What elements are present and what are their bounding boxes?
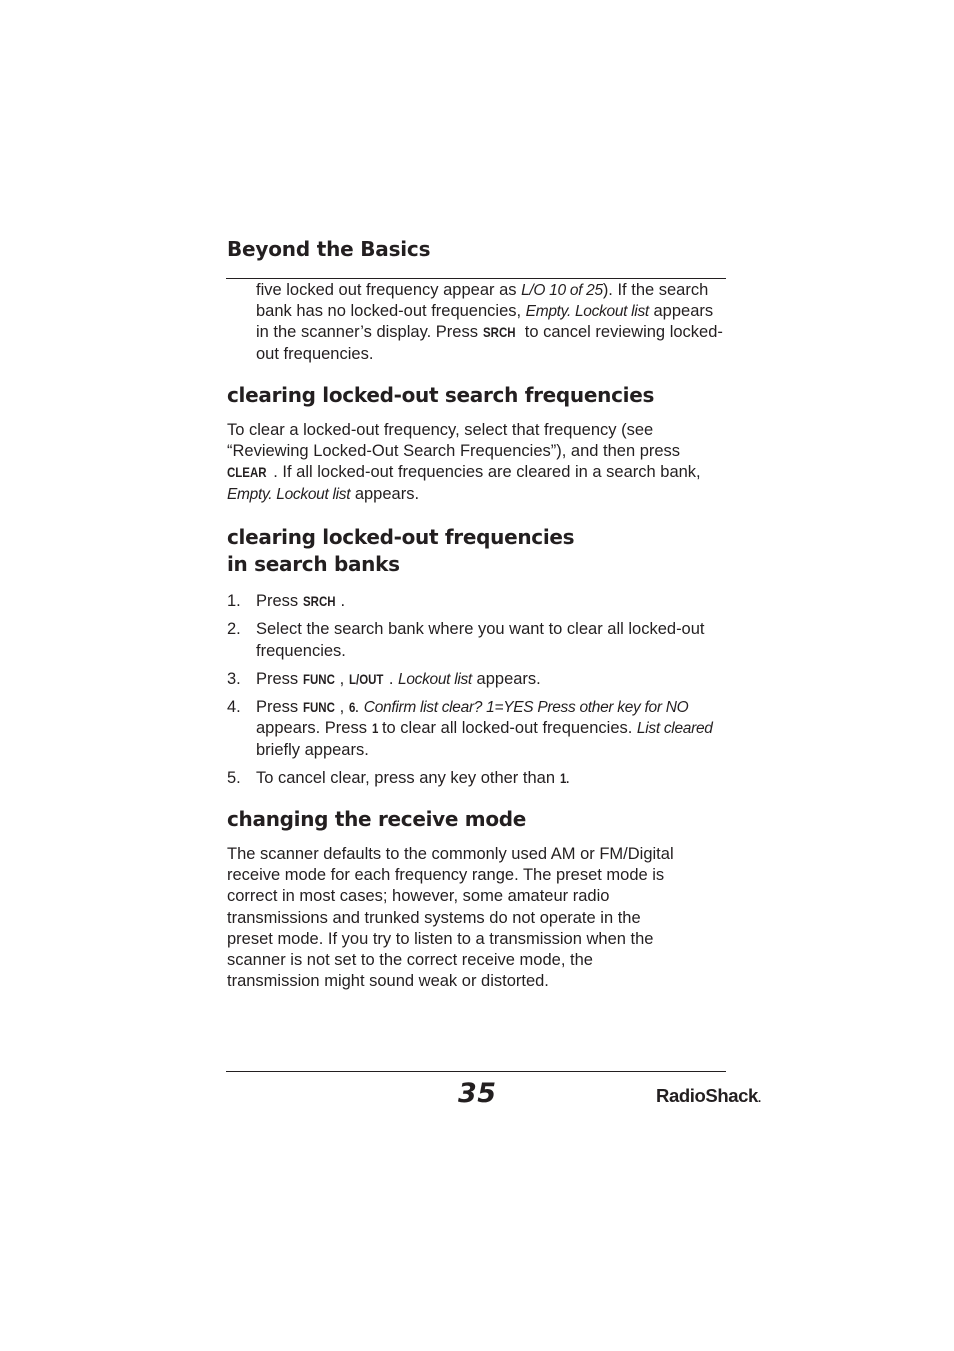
text: appears. — [350, 484, 420, 503]
text: appears. — [471, 669, 541, 688]
step-number: 2. — [227, 620, 241, 638]
intro-paragraph — [256, 280, 726, 365]
step-number: 1. — [227, 592, 241, 610]
step-item — [227, 768, 727, 790]
step-item — [227, 619, 727, 662]
step-item — [227, 669, 727, 691]
step-number: 4. — [227, 697, 241, 716]
text: to clear all locked-out frequencies. — [377, 719, 637, 737]
display-text: L/O 10 of 25 — [521, 282, 603, 299]
display-text: Confirm list clear? 1=YES Press other key for NO — [363, 698, 689, 716]
text: ). If the search bank has no locked-out frequencies, — [256, 281, 709, 321]
text: briefly appears. — [256, 740, 369, 759]
text: . — [388, 669, 398, 688]
step-item — [227, 697, 727, 762]
heading-clearing-banks — [227, 524, 574, 578]
display-text: List cleared — [636, 720, 713, 737]
key-label: 1 — [371, 720, 378, 736]
brand-logo — [656, 1085, 761, 1107]
clearing-search-paragraph — [227, 420, 727, 505]
text: , — [339, 669, 349, 688]
footer-rule — [226, 1071, 726, 1072]
text: five locked out frequency appear as — [256, 281, 522, 299]
heading-line: in search banks — [227, 552, 400, 576]
text: appears. Press — [256, 719, 372, 737]
heading-receive-mode: changing the receive mode — [227, 807, 527, 831]
step-number: 3. — [227, 669, 241, 688]
text: To cancel clear, press any key other than — [256, 768, 560, 787]
display-text: Empty. Lockout list — [525, 303, 649, 321]
text: . If all locked-out frequencies are cleared in a search bank, — [273, 463, 701, 482]
receive-mode-paragraph: The scanner defaults to the commonly used AM or FM/Digital receive mode for each frequency range. The preset mode is correct in most cases; however, some amateur radio transmissions and trunked systems do not operate in the preset mode. If you try to listen to a transmission when the scanner is not set to the correct receive mode, the transmission might sound weak or distorted. — [227, 845, 674, 991]
heading-clearing-search: clearing locked-out search frequencies — [227, 383, 655, 407]
header-rule — [226, 278, 726, 279]
text: . — [354, 697, 364, 716]
key-label: FUNC — [302, 698, 335, 715]
step-number: 5. — [227, 768, 241, 787]
key-label: CLEAR — [227, 464, 267, 481]
text: Press — [256, 592, 303, 610]
page-number: 35 — [458, 1078, 497, 1109]
text: Press — [256, 669, 303, 688]
brand-suffix: . — [757, 1091, 761, 1105]
key-label: SRCH — [302, 593, 336, 609]
text: . — [340, 592, 346, 610]
step-item — [227, 591, 727, 613]
text: . — [565, 768, 570, 787]
brand-name: RadioShack — [656, 1085, 758, 1106]
key-label: FUNC — [302, 670, 335, 687]
key-label: SRCH — [482, 324, 516, 341]
key-label: 6 — [348, 698, 356, 715]
text: Press — [256, 697, 303, 716]
text: , — [339, 697, 349, 716]
display-text: Lockout list — [398, 670, 472, 688]
text: to cancel reviewing locked-out frequencies. — [256, 323, 723, 363]
key-label: 1 — [559, 769, 566, 786]
text: To clear a locked-out frequency, select that frequency (see “Reviewing Locked-Out Search Frequencies”), and then press — [227, 421, 681, 461]
steps-list — [227, 591, 727, 796]
section-title: Beyond the Basics — [227, 237, 431, 261]
text: Select the search bank where you want to clear all locked-out frequencies. — [256, 620, 705, 660]
key-label: L/OUT — [348, 670, 384, 687]
text: appears in the scanner’s display. Press — [256, 302, 714, 342]
heading-line: clearing locked-out frequencies — [227, 525, 575, 549]
display-text: Empty. Lockout list — [227, 485, 351, 503]
